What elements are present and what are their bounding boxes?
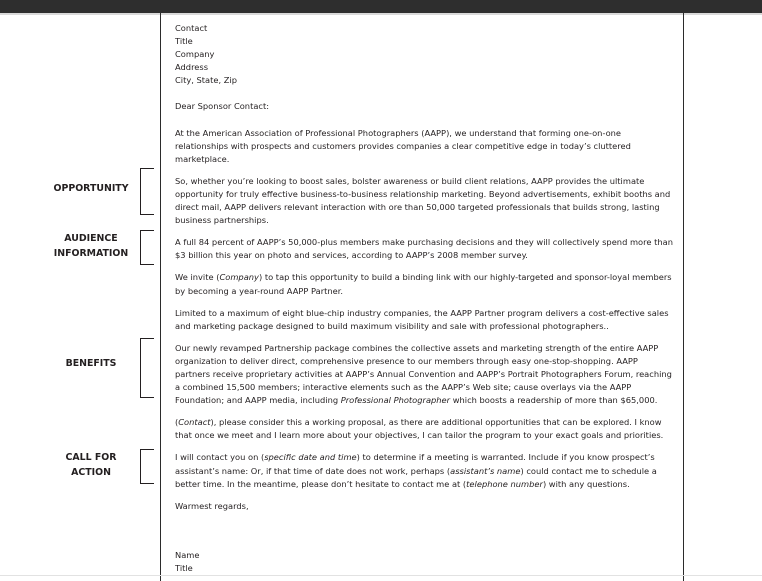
recipient-address — [175, 22, 673, 87]
page-left-edge — [160, 13, 161, 581]
paragraph-proposal — [175, 416, 673, 442]
label-opportunity — [40, 182, 142, 197]
p8-text-d: ) with any questions. — [542, 478, 630, 489]
label-benefits-text: BENEFITS — [65, 358, 117, 369]
top-bar-shadow — [0, 13, 762, 15]
recipient-title: Title — [175, 36, 193, 47]
signature-title: Title — [175, 562, 193, 573]
bracket-audience — [140, 230, 154, 265]
bracket-call-for-action — [140, 449, 154, 484]
p8-assistant-placeholder: assistant’s name — [450, 465, 521, 476]
p4-text-b: ) to tap this opportunity to build a binding link with our highly-targeted and sponsor-loyal members by becoming a year-round AAPP Partner. — [175, 272, 672, 296]
paragraph-call-to-action — [175, 451, 673, 490]
paragraph-benefits — [175, 342, 673, 407]
signature-block — [175, 549, 673, 575]
paragraph-intro: At the American Association of Professional Photographers (AAPP), we understand that forming one-on-one relationships with prospects and customers provides companies a clear competitive edge in today’s cluttered marketplace. — [175, 127, 631, 164]
page-right-edge — [683, 13, 684, 581]
p7-text-a: ( — [175, 417, 179, 428]
paragraph-limited: Limited to a maximum of eight blue-chip industry companies, the AAPP Partner program delivers a cost-effective sales and marketing package designed to build maximum visibility and sale with professional photographers.. — [175, 307, 669, 331]
paragraph-audience: A full 84 percent of AAPP’s 50,000-plus members make purchasing decisions and they will collectively spend more than $3 billion this year on photo and services, according to AAPP’s 2008 member survey. — [175, 237, 673, 261]
signature-name: Name — [175, 549, 200, 560]
label-audience-line1: AUDIENCE — [64, 233, 118, 244]
p6-text-a: Our newly revamped Partnership package combines the collective assets and marketing strength of the entire AAPP organization to deliver direct, comprehensive presence to our members through easy one-stop-shopping. AAPP partners receive proprietary activities at AAPP’s Annual Convention and AAPP’s Portrait Photographers Forum, reaching a combined 15,500 members; interactive elements such as the AAPP’s Web site; cause overlays via the AAPP Foundation; and AAPP media, including — [175, 342, 672, 406]
p8-phone-placeholder: telephone number — [466, 478, 543, 489]
p6-text-b: which boosts a readership of more than $65,000. — [450, 395, 658, 406]
recipient-company: Company — [175, 49, 215, 60]
recipient-address-line: Address — [175, 62, 209, 73]
page-bottom-edge — [0, 575, 762, 576]
p7-text-b: ), please consider this a working proposal, as there are additional opportunities that can be explored. I know that once we meet and I learn more about your objectives, I can tailor the program to your exact goals and priorities. — [175, 417, 664, 441]
bracket-opportunity — [140, 168, 154, 215]
p8-text-c: ) could contact me to schedule a better time. In the meantime, please don’t hesitate to contact me at ( — [175, 465, 657, 489]
bracket-benefits — [140, 338, 154, 398]
label-call-for-action — [40, 451, 142, 480]
closing: Warmest regards, — [175, 500, 249, 511]
p8-date-placeholder: specific date and time — [264, 452, 357, 463]
p8-text-a: I will contact you on ( — [175, 452, 265, 463]
label-audience-information — [40, 232, 142, 261]
label-audience-line2: INFORMATION — [53, 247, 129, 259]
recipient-city-state-zip: City, State, Zip — [175, 75, 238, 86]
window-top-bar — [0, 0, 762, 13]
label-cta-line1: CALL FOR — [65, 452, 117, 463]
salutation: Dear Sponsor Contact: — [175, 101, 270, 112]
letter-body — [175, 22, 673, 575]
p4-text-a: We invite ( — [175, 272, 220, 283]
p4-company-placeholder: Company — [219, 272, 259, 283]
p8-text-b: ) to determine if a meeting is warranted. Include if you know prospect’s assistant’s name: Or, if that time of date does not work, perhaps ( — [175, 452, 655, 476]
p7-contact-placeholder: Contact — [178, 417, 211, 428]
paragraph-invite — [175, 271, 673, 297]
label-benefits — [40, 357, 142, 372]
paragraph-opportunity: So, whether you’re looking to boost sales, bolster awareness or build client relations, AAPP provides the ultimate opportunity for truly effective business-to-business relationship marketing. Beyond advertisements, exhibit booths and direct mail, AAPP delivers relevant interaction with ore than 50,000 targeted professionals that builds strong, lasting business partnerships. — [175, 175, 671, 226]
p6-publication-name: Professional Photographer — [340, 395, 451, 406]
label-cta-line2: ACTION — [71, 466, 111, 478]
recipient-contact: Contact — [175, 23, 208, 33]
label-opportunity-text: OPPORTUNITY — [53, 183, 129, 194]
